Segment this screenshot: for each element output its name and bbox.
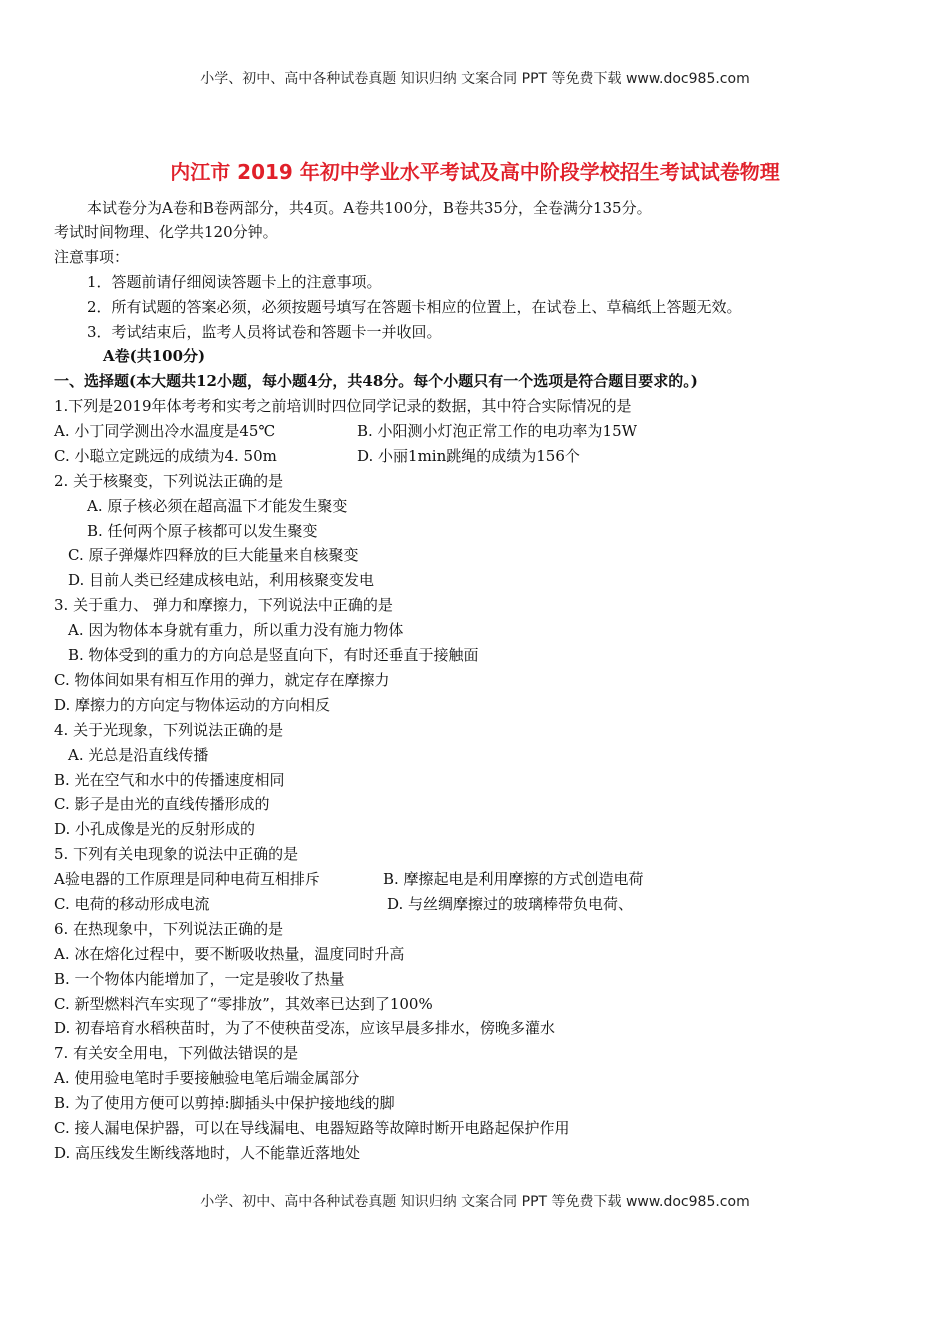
notice-item: 3．考试结束后，监考人员将试卷和答题卡一并收回。 bbox=[87, 323, 442, 341]
question-1-stem: 1.下列是2019年体考考和实考之前培训时四位同学记录的数据，其中符合实际情况的是 bbox=[54, 397, 632, 415]
section-a-heading: A卷(共100分) bbox=[103, 347, 206, 365]
question-2-option-b: B. 任何两个原子核都可以发生聚变 bbox=[87, 522, 318, 540]
question-1-option-a: A. 小丁同学测出冷水温度是45℃ bbox=[54, 422, 276, 440]
question-6-option-c: C. 新型燃料汽车实现了“零排放”，其效率已达到了100% bbox=[54, 995, 433, 1013]
question-3-option-d: D. 摩擦力的方向定与物体运动的方向相反 bbox=[54, 696, 331, 714]
question-4-option-b: B. 光在空气和水中的传播速度相同 bbox=[54, 771, 285, 789]
question-3-option-b: B. 物体受到的重力的方向总是竖直向下，有时还垂直于接触面 bbox=[68, 646, 479, 664]
question-1-option-c: C. 小聪立定跳远的成绩为4. 50m bbox=[54, 447, 277, 465]
page-header: 小学、初中、高中各种试卷真题 知识归纳 文案合同 PPT 等免费下载 www.doc985.com bbox=[200, 71, 750, 87]
question-2-option-a: A. 原子核必须在超高温下才能发生聚变 bbox=[87, 497, 348, 515]
question-5-stem: 5. 下列有关电现象的说法中正确的是 bbox=[54, 845, 299, 863]
intro-line-2: 考试时间物理、化学共120分钟。 bbox=[54, 223, 278, 241]
notice-title: 注意事项： bbox=[54, 248, 130, 266]
page-footer: 小学、初中、高中各种试卷真题 知识归纳 文案合同 PPT 等免费下载 www.doc985.com bbox=[200, 1194, 750, 1210]
notice-item: 2．所有试题的答案必须，必须按题号填写在答题卡相应的位置上，在试卷上、草稿纸上答题无效。 bbox=[87, 298, 742, 316]
question-1-option-b: B. 小阳测小灯泡正常工作的电功率为15W bbox=[357, 422, 638, 440]
question-7-option-c: C. 接人漏电保护器，可以在导线漏电、电器短路等故障时断开电路起保护作用 bbox=[54, 1119, 570, 1137]
question-4-stem: 4. 关于光现象，下列说法正确的是 bbox=[54, 721, 284, 739]
question-5-option-b: B. 摩擦起电是利用摩擦的方式创造电荷 bbox=[383, 870, 644, 888]
question-6-stem: 6. 在热现象中，下列说法正确的是 bbox=[54, 920, 284, 938]
question-4-option-a: A. 光总是沿直线传播 bbox=[68, 746, 209, 764]
question-6-option-a: A. 冰在熔化过程中，要不断吸收热量，温度同时升高 bbox=[54, 945, 405, 963]
exam-title: 内江市 2019 年初中学业水平考试及高中阶段学校招生考试试卷物理 bbox=[170, 160, 780, 184]
question-5-option-d: D. 与丝绸摩擦过的玻璃棒带负电荷、 bbox=[387, 895, 634, 913]
question-7-stem: 7. 有关安全用电，下列做法错误的是 bbox=[54, 1044, 299, 1062]
part-1-heading: 一、选择题(本大题共12小题，每小题4分，共48分。每个小题只有一个选项是符合题目要求的。) bbox=[54, 372, 698, 390]
question-7-option-d: D. 高压线发生断线落地时，人不能靠近落地处 bbox=[54, 1144, 361, 1162]
question-7-option-a: A. 使用验电笔时手要接触验电笔后端金属部分 bbox=[54, 1069, 360, 1087]
question-4-option-c: C. 影子是由光的直线传播形成的 bbox=[54, 795, 270, 813]
question-3-option-a: A. 因为物体本身就有重力，所以重力没有施力物体 bbox=[68, 621, 404, 639]
question-2-option-d: D. 目前人类已经建成核电站，利用核聚变发电 bbox=[68, 571, 375, 589]
intro-line-1: 本试卷分为A卷和B卷两部分，共4页。A卷共100分，B卷共35分，全卷满分135分。 bbox=[87, 199, 652, 217]
notice-item: 1．答题前请仔细阅读答题卡上的注意事项。 bbox=[87, 273, 382, 291]
question-2-option-c: C. 原子弹爆炸四释放的巨大能量来自核聚变 bbox=[68, 546, 359, 564]
question-6-option-b: B. 一个物体内能增加了，一定是骏收了热量 bbox=[54, 970, 345, 988]
question-3-stem: 3. 关于重力、 弹力和摩擦力，下列说法中正确的是 bbox=[54, 596, 393, 614]
question-5-option-a: A验电器的工作原理是同种电荷互相排斥 bbox=[54, 870, 320, 888]
question-7-option-b: B. 为了使用方便可以剪掉:脚插头中保护接地线的脚 bbox=[54, 1094, 395, 1112]
question-4-option-d: D. 小孔成像是光的反射形成的 bbox=[54, 820, 256, 838]
question-5-option-c: C. 电荷的移动形成电流 bbox=[54, 895, 210, 913]
question-6-option-d: D. 初春培育水稻秧苗时，为了不使秧苗受冻，应该早晨多排水，傍晚多灌水 bbox=[54, 1019, 556, 1037]
question-3-option-c: C. 物体间如果有相互作用的弹力，就定存在摩擦力 bbox=[54, 671, 390, 689]
question-2-stem: 2. 关于核聚变，下列说法正确的是 bbox=[54, 472, 284, 490]
question-1-option-d: D. 小丽1min跳绳的成绩为156个 bbox=[357, 447, 580, 465]
